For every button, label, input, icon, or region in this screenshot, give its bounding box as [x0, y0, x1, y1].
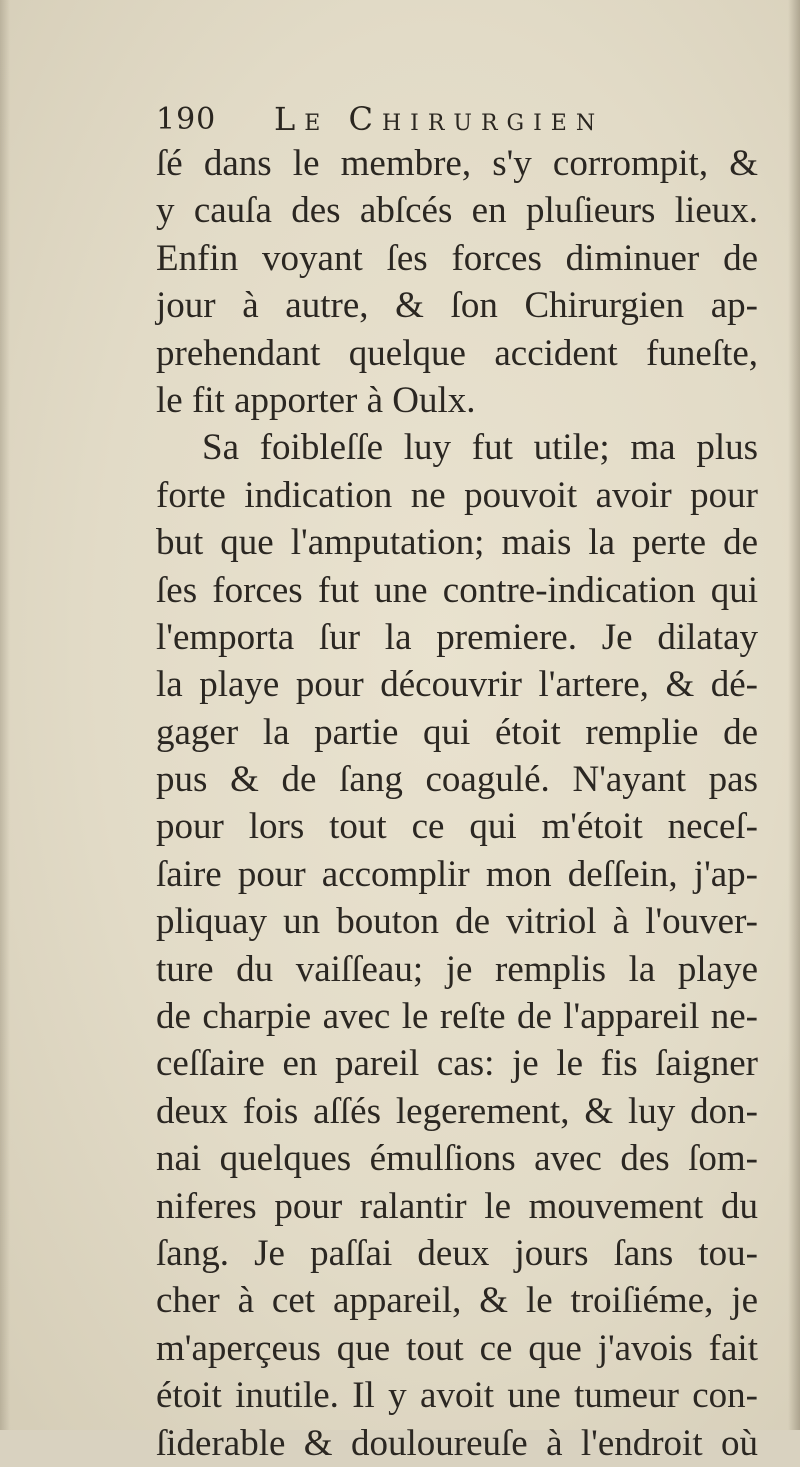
text-line: ſes forces fut une contre-indication qui [156, 569, 758, 611]
text-line: y cauſa des abſcés en pluſieurs lieux. [156, 190, 758, 232]
text-line: pus & de ſang coagulé. N'ayant pas [156, 759, 758, 801]
text-line: ſiderable & douloureuſe à l'endroit où [156, 1422, 758, 1464]
page-edge-shadow [788, 0, 800, 1430]
text-line: jour à autre, & ſon Chirurgien ap- [156, 285, 758, 327]
running-head: Le Chirurgien [274, 100, 605, 138]
page-number: 190 [156, 102, 217, 137]
body-text [156, 140, 758, 1467]
text-line: ſang. Je paſſai deux jours ſans tou- [156, 1232, 758, 1274]
text-line: Sa foibleſſe luy fut utile; ma plus [202, 427, 758, 469]
text-line: deux fois aſſés legerement, & luy don- [156, 1090, 758, 1132]
text-line: ſaire pour accomplir mon deſſein, j'ap- [156, 853, 758, 895]
text-line: la playe pour découvrir l'artere, & dé- [156, 664, 758, 706]
text-line: prehendant quelque accident funeſte, [156, 332, 758, 374]
text-line: étoit inutile. Il y avoit une tumeur con- [156, 1375, 758, 1417]
text-line: ſé dans le membre, s'y corrompit, & [156, 143, 758, 184]
text-line: m'aperçeus que tout ce que j'avois fait [156, 1327, 758, 1369]
text-line: de charpie avec le reſte de l'appareil ne- [156, 996, 758, 1038]
text-line: but que l'amputation; mais la perte de [156, 522, 758, 564]
text-line: forte indication ne pouvoit avoir pour [156, 474, 758, 516]
text-line: le fit apporter à Oulx. [156, 379, 476, 421]
text-line: pliquay un bouton de vitriol à l'ouver- [156, 901, 758, 943]
text-line: gager la partie qui étoit remplie de [156, 711, 758, 753]
text-line: l'emporta ſur la premiere. Je dilatay [156, 616, 758, 658]
text-line: nai quelques émulſions avec des ſom- [156, 1138, 758, 1180]
text-line: ture du vaiſſeau; je remplis la playe [156, 948, 758, 990]
page-gutter-shadow [0, 0, 10, 1430]
text-line: niferes pour ralantir le mouvement du [156, 1185, 758, 1227]
text-line: cher à cet appareil, & le troiſiéme, je [156, 1280, 758, 1322]
text-line: ceſſaire en pareil cas: je le fis ſaigner [156, 1043, 758, 1085]
text-line: pour lors tout ce qui m'étoit neceſ- [156, 806, 758, 848]
text-line: Enfin voyant ſes forces diminuer de [156, 237, 758, 279]
